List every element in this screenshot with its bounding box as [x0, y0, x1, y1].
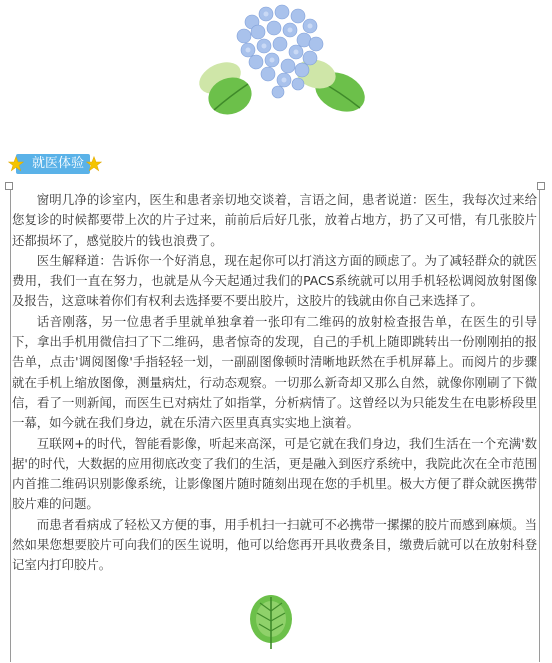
article-paragraph: 窗明几净的诊室内，医生和患者亲切地交谈着，言语之间，患者说道：医生，我每次过来给您复诊的时候都要带上次的片子过来，前前后后好几张，放着占地方，扔了又可惜，有几张胶片还都损坏了，感觉胶片的钱也浪费了。: [12, 192, 537, 248]
frame-corner: [5, 182, 13, 190]
section-tag-label: 就医体验: [16, 154, 90, 174]
star-icon: [86, 156, 102, 172]
article-paragraph: 互联网+的时代，智能看影像，听起来高深，可是它就在我们身边，我们生活在一个充满'数据'的时代，大数据的应用彻底改变了我们的生活，更是融入到医疗系统中，我院此次在全市范围内首推二维码识别影像系统，让影像图片随时随刻出现在您的手机里。极大方便了群众就医携带胶片难的问题。: [12, 435, 537, 512]
article-paragraph: 医生解释道：告诉你一个好消息，现在起你可以打消这方面的顾虑了。为了减轻群众的就医费用，我们一直在努力，也就是从今天起通过我们的PACS系统就可以用手机轻松调阅放射图像及报告，这意味着你们有权利去选择要不要出胶片，这胶片的钱就由你自己来选择了。: [12, 252, 538, 309]
hydrangea-flower-icon: [190, 0, 370, 130]
section-tag: [8, 153, 102, 175]
article-paragraph: 而患者看病成了轻松又方便的事，用手机扫一扫就可不必携带一摞摞的胶片而感到麻烦。当然如果您想要胶片可向我们的医生说明，他可以给您再开具收费条目，缴费后就可以在放射科登记室内打印胶片。: [12, 516, 537, 573]
frame-corner: [537, 182, 545, 190]
leaf-icon: [246, 593, 296, 653]
article-paragraph: 话音刚落，另一位患者手里就单独拿着一张印有二维码的放射检查报告单，在医生的引导下，拿出手机用微信扫了下二维码，患者惊奇的发现，自己的手机上随即跳转出一份刚刚拍的报告单，点击'调阅图像'手指轻轻一划，一副副图像顿时清晰地跃然在手机屏幕上。而阅片的步骤就在手机上缩放图像，测量病灶，行动态观察。一切那么新奇却又那么自然，就像你刚刷了下微信，看了一则新闻，而医生已对病灶了如指掌，分析病情了。这曾经以为只能发生在电影桥段里一幕，如今就在我们身边，就在乐清六医里真真实实地上演着。: [12, 313, 537, 431]
star-icon: [8, 156, 24, 172]
article-body: [12, 190, 537, 576]
